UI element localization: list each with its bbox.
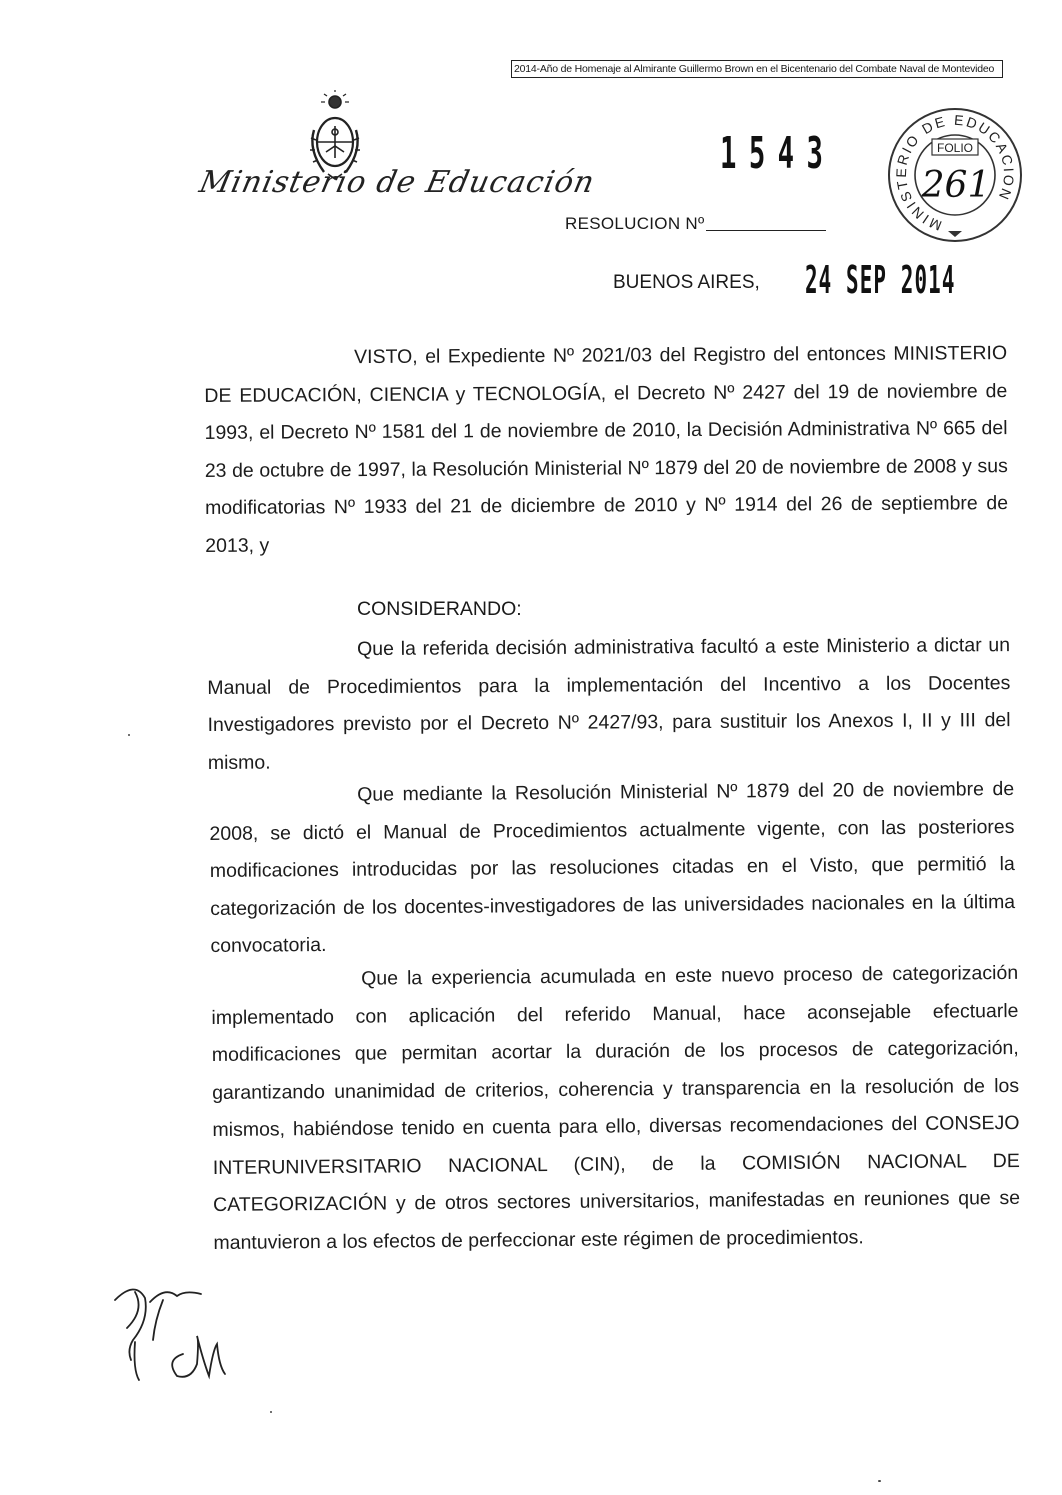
stamp-folio-label: FOLIO — [936, 141, 974, 155]
handwritten-initials — [105, 1280, 245, 1390]
date-stamp: 24 SEP 2014 — [805, 258, 956, 302]
resolution-underline — [706, 230, 826, 231]
considerando-heading: CONSIDERANDO: — [357, 598, 522, 620]
date-label: BUENOS AIRES, — [613, 272, 760, 293]
resolution-number: 1543 — [720, 128, 836, 179]
scan-speck — [878, 1480, 881, 1482]
considerando-paragraph: Que la experiencia acumulada en este nuevo proceso de categorización implementado con aplicación del referido Manual, hace aconsejable efectuarle modificaciones que permitan acortar la duración de los procesos de categorización, garantizando unanimidad de criterios, coherencia y transparencia en la resolución de los mismos, habiéndose tenido en cuenta para ello, diversas recomendaciones del CONSEJO INTERUNIVERSITARIO NACIONAL (CIN), de la COMISIÓN NACIONAL DE CATEGORIZACIÓN y de otros sectores universitarios, manifestadas en reuniones que se mantuvieron a los efectos de perfeccionar este régimen de procedimientos. — [211, 961, 1021, 1254]
ministry-signature: Ministerio de Educación — [196, 165, 599, 200]
scan-speck — [270, 1411, 272, 1413]
year-banner: 2014-Año de Homenaje al Almirante Guillermo Brown en el Bicentenario del Combate Naval de Montevideo — [511, 60, 1003, 78]
scan-speck — [128, 734, 130, 736]
resolution-label: RESOLUCION Nº — [565, 214, 705, 233]
considerando-paragraph: Que la referida decisión administrativa facultó a este Ministerio a dictar un Manual de Procedimientos para la implementación del Incentivo a los Docentes Investigadores previsto por el Decreto Nº 2427/93, para sustituir los Anexos I, II y III del mismo. — [207, 634, 1011, 774]
folio-stamp — [886, 105, 1024, 245]
stamp-folio-number: 261 — [921, 165, 991, 206]
stamp-ring-text: MINISTERIO DE EDUCACION — [892, 111, 1018, 234]
visto-paragraph: VISTO, el Expediente Nº 2021/03 del Registro del entonces MINISTERIO DE EDUCACIÓN, CIENCIA y TECNOLOGÍA, el Decreto Nº 2427 del 19 de noviembre de 1993, el Decreto Nº 1581 del 1 de noviembre de 2010, la Decisión Administrativa Nº 665 del 23 de octubre de 1997, la Resolución Ministerial Nº 1879 del 20 de noviembre de 2008 y sus modificatorias Nº 1933 del 21 de diciembre de 2010 y Nº 1914 del 26 de septiembre de 2013, y — [204, 342, 1009, 557]
considerando-paragraph: Que mediante la Resolución Ministerial Nº 1879 del 20 de noviembre de 2008, se dictó el Manual de Procedimientos actualmente vigente, con las posteriores modificaciones introducidas por las resoluciones citadas en el Visto, que permitió la categorización de los docentes-investigadores de las universidades nacionales en la última convocatoria. — [209, 777, 1016, 957]
